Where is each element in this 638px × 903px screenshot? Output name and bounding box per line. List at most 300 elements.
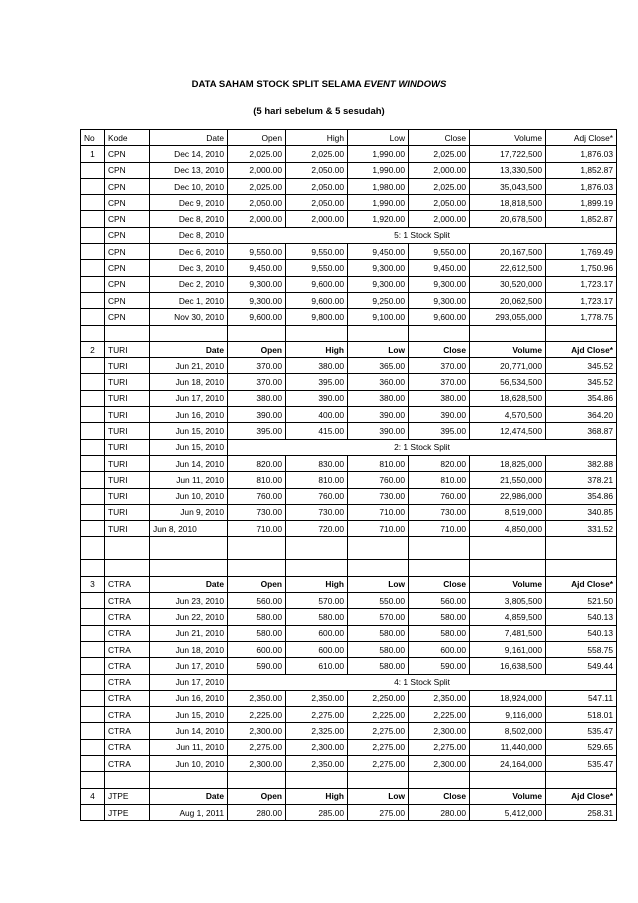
close-cell: 2,025.00 [409, 146, 470, 162]
date-cell: Jun 10, 2010 [150, 755, 228, 771]
split-row [81, 227, 617, 243]
empty-cell [228, 560, 286, 576]
adj-cell: 1,778.75 [546, 309, 617, 325]
stock-code: CTRA [105, 739, 150, 755]
no-cell [81, 488, 105, 504]
adj-cell: 354.86 [546, 390, 617, 406]
group-header-open: Open [228, 576, 286, 592]
stock-code: JTPE [105, 804, 150, 820]
adj-cell: 364.20 [546, 407, 617, 423]
low-cell: 730.00 [348, 488, 409, 504]
table-row [81, 625, 617, 641]
table-row [81, 804, 617, 820]
low-cell: 760.00 [348, 472, 409, 488]
high-cell: 720.00 [286, 521, 348, 537]
table-header-row [81, 130, 617, 146]
high-cell: 395.00 [286, 374, 348, 390]
open-cell: 590.00 [228, 658, 286, 674]
stock-code: CPN [105, 162, 150, 178]
date-cell: Nov 30, 2010 [150, 309, 228, 325]
adj-cell: 1,723.17 [546, 276, 617, 292]
empty-cell [150, 560, 228, 576]
stock-code: TURI [105, 423, 150, 439]
adj-cell: 1,852.87 [546, 162, 617, 178]
table-row [81, 739, 617, 755]
high-cell: 2,350.00 [286, 690, 348, 706]
open-cell: 280.00 [228, 804, 286, 820]
high-cell: 9,550.00 [286, 260, 348, 276]
stock-code: CTRA [105, 723, 150, 739]
no-cell [81, 504, 105, 520]
group-header-low: Low [348, 788, 409, 804]
header-no: No [81, 130, 105, 146]
adj-cell: 540.13 [546, 609, 617, 625]
group-header-close: Close [409, 576, 470, 592]
empty-cell [228, 325, 286, 341]
adj-cell: 558.75 [546, 641, 617, 657]
open-cell: 2,300.00 [228, 723, 286, 739]
open-cell: 820.00 [228, 455, 286, 471]
volume-cell: 4,850,000 [470, 521, 546, 537]
table-row [81, 521, 617, 537]
low-cell: 2,275.00 [348, 723, 409, 739]
date-cell: Jun 15, 2010 [150, 707, 228, 723]
empty-cell [470, 560, 546, 576]
spacer-row [81, 325, 617, 341]
low-cell: 390.00 [348, 423, 409, 439]
high-cell: 570.00 [286, 593, 348, 609]
header-volume: Volume [470, 130, 546, 146]
high-cell: 2,050.00 [286, 162, 348, 178]
group-header-adj-close: Ajd Close* [546, 576, 617, 592]
high-cell: 285.00 [286, 804, 348, 820]
no-cell [81, 472, 105, 488]
stock-code: TURI [105, 390, 150, 406]
stock-code: CPN [105, 146, 150, 162]
high-cell: 2,050.00 [286, 178, 348, 194]
open-cell: 2,000.00 [228, 162, 286, 178]
no-cell [81, 521, 105, 537]
date-cell: Aug 1, 2011 [150, 804, 228, 820]
group-header-high: High [286, 576, 348, 592]
adj-cell: 345.52 [546, 358, 617, 374]
stock-split-note: 2: 1 Stock Split [228, 439, 617, 455]
low-cell: 580.00 [348, 658, 409, 674]
volume-cell: 4,859,500 [470, 609, 546, 625]
empty-cell [81, 772, 105, 788]
stock-code: CPN [105, 260, 150, 276]
date-cell: Dec 6, 2010 [150, 244, 228, 260]
header-open: Open [228, 130, 286, 146]
low-cell: 9,250.00 [348, 292, 409, 308]
group-header-date: Date [150, 341, 228, 357]
open-cell: 600.00 [228, 641, 286, 657]
date-cell: Jun 9, 2010 [150, 504, 228, 520]
stock-code: CPN [105, 276, 150, 292]
close-cell: 2,025.00 [409, 178, 470, 194]
no-cell [81, 195, 105, 211]
low-cell: 390.00 [348, 407, 409, 423]
open-cell: 395.00 [228, 423, 286, 439]
low-cell: 9,450.00 [348, 244, 409, 260]
group-header-open: Open [228, 788, 286, 804]
table-row [81, 195, 617, 211]
stock-code: CTRA [105, 625, 150, 641]
adj-cell: 378.21 [546, 472, 617, 488]
date-cell: Dec 13, 2010 [150, 162, 228, 178]
low-cell: 580.00 [348, 641, 409, 657]
no-cell [81, 723, 105, 739]
low-cell: 1,990.00 [348, 195, 409, 211]
stock-code: CPN [105, 292, 150, 308]
group-header-volume: Volume [470, 576, 546, 592]
adj-cell: 354.86 [546, 488, 617, 504]
table-row [81, 276, 617, 292]
close-cell: 590.00 [409, 658, 470, 674]
volume-cell: 18,818,500 [470, 195, 546, 211]
open-cell: 9,300.00 [228, 276, 286, 292]
empty-cell [546, 772, 617, 788]
stock-code: TURI [105, 374, 150, 390]
volume-cell: 13,330,500 [470, 162, 546, 178]
low-cell: 9,300.00 [348, 276, 409, 292]
close-cell: 9,550.00 [409, 244, 470, 260]
close-cell: 810.00 [409, 472, 470, 488]
volume-cell: 16,638,500 [470, 658, 546, 674]
date-cell: Jun 16, 2010 [150, 407, 228, 423]
adj-cell: 521.50 [546, 593, 617, 609]
close-cell: 370.00 [409, 374, 470, 390]
group-header-open: Open [228, 341, 286, 357]
group-header-low: Low [348, 341, 409, 357]
split-row [81, 674, 617, 690]
document-title [0, 79, 638, 90]
volume-cell: 35,043,500 [470, 178, 546, 194]
header-adj-close: Adj Close* [546, 130, 617, 146]
split-row [81, 439, 617, 455]
low-cell: 275.00 [348, 804, 409, 820]
group-header-close: Close [409, 341, 470, 357]
high-cell: 380.00 [286, 358, 348, 374]
volume-cell: 17,722,500 [470, 146, 546, 162]
open-cell: 580.00 [228, 625, 286, 641]
table-row [81, 641, 617, 657]
table-row [81, 244, 617, 260]
no-cell [81, 260, 105, 276]
no-cell [81, 658, 105, 674]
volume-cell: 30,520,000 [470, 276, 546, 292]
date-cell: Dec 14, 2010 [150, 146, 228, 162]
group-header-date: Date [150, 576, 228, 592]
close-cell: 820.00 [409, 455, 470, 471]
open-cell: 2,000.00 [228, 211, 286, 227]
adj-cell: 540.13 [546, 625, 617, 641]
close-cell: 9,300.00 [409, 276, 470, 292]
table-row [81, 472, 617, 488]
table-row [81, 260, 617, 276]
close-cell: 9,300.00 [409, 292, 470, 308]
stock-code: TURI [105, 341, 150, 357]
stock-code: CPN [105, 244, 150, 260]
stock-code: CTRA [105, 755, 150, 771]
close-cell: 600.00 [409, 641, 470, 657]
open-cell: 2,025.00 [228, 178, 286, 194]
no-cell [81, 244, 105, 260]
close-cell: 9,450.00 [409, 260, 470, 276]
date-cell: Dec 8, 2010 [150, 227, 228, 243]
open-cell: 810.00 [228, 472, 286, 488]
adj-cell: 1,769.49 [546, 244, 617, 260]
empty-cell [348, 560, 409, 576]
adj-cell: 345.52 [546, 374, 617, 390]
empty-cell [348, 537, 409, 560]
empty-cell [409, 772, 470, 788]
group-header-adj-close: Ajd Close* [546, 341, 617, 357]
close-cell: 2,350.00 [409, 690, 470, 706]
volume-cell: 22,612,500 [470, 260, 546, 276]
volume-cell: 18,924,000 [470, 690, 546, 706]
date-cell: Jun 15, 2010 [150, 439, 228, 455]
no-cell [81, 276, 105, 292]
low-cell: 360.00 [348, 374, 409, 390]
high-cell: 730.00 [286, 504, 348, 520]
adj-cell: 518.01 [546, 707, 617, 723]
stock-code: CTRA [105, 707, 150, 723]
volume-cell: 18,628,500 [470, 390, 546, 406]
stock-code: CTRA [105, 674, 150, 690]
volume-cell: 293,055,000 [470, 309, 546, 325]
open-cell: 9,300.00 [228, 292, 286, 308]
table-row [81, 593, 617, 609]
empty-cell [470, 325, 546, 341]
close-cell: 580.00 [409, 609, 470, 625]
high-cell: 2,000.00 [286, 211, 348, 227]
empty-cell [105, 325, 150, 341]
empty-cell [150, 325, 228, 341]
adj-cell: 340.85 [546, 504, 617, 520]
header-kode: Kode [105, 130, 150, 146]
high-cell: 760.00 [286, 488, 348, 504]
empty-cell [286, 772, 348, 788]
low-cell: 550.00 [348, 593, 409, 609]
header-close: Close [409, 130, 470, 146]
table-row [81, 358, 617, 374]
no-cell [81, 162, 105, 178]
table-row [81, 423, 617, 439]
close-cell: 2,050.00 [409, 195, 470, 211]
group-header-row [81, 576, 617, 592]
close-cell: 760.00 [409, 488, 470, 504]
date-cell: Dec 1, 2010 [150, 292, 228, 308]
empty-cell [105, 772, 150, 788]
low-cell: 1,990.00 [348, 162, 409, 178]
close-cell: 280.00 [409, 804, 470, 820]
high-cell: 2,025.00 [286, 146, 348, 162]
open-cell: 760.00 [228, 488, 286, 504]
document-subtitle: (5 hari sebelum & 5 sesudah) [253, 106, 385, 117]
adj-cell: 1,876.03 [546, 178, 617, 194]
table-row [81, 755, 617, 771]
volume-cell: 11,440,000 [470, 739, 546, 755]
spacer-row [81, 537, 617, 560]
volume-cell: 4,570,500 [470, 407, 546, 423]
title-italic: EVENT WINDOWS [364, 79, 447, 90]
date-cell: Dec 8, 2010 [150, 211, 228, 227]
stock-code: TURI [105, 439, 150, 455]
empty-cell [348, 325, 409, 341]
date-cell: Dec 9, 2010 [150, 195, 228, 211]
high-cell: 9,600.00 [286, 292, 348, 308]
low-cell: 2,275.00 [348, 739, 409, 755]
close-cell: 395.00 [409, 423, 470, 439]
table-row [81, 407, 617, 423]
date-cell: Jun 14, 2010 [150, 455, 228, 471]
adj-cell: 1,750.96 [546, 260, 617, 276]
close-cell: 2,275.00 [409, 739, 470, 755]
table-row [81, 162, 617, 178]
volume-cell: 9,116,000 [470, 707, 546, 723]
stock-code: CPN [105, 309, 150, 325]
low-cell: 9,300.00 [348, 260, 409, 276]
no-cell [81, 593, 105, 609]
volume-cell: 8,519,000 [470, 504, 546, 520]
date-cell: Jun 21, 2010 [150, 625, 228, 641]
open-cell: 730.00 [228, 504, 286, 520]
stock-code: CPN [105, 211, 150, 227]
stock-code: CTRA [105, 641, 150, 657]
low-cell: 1,920.00 [348, 211, 409, 227]
empty-cell [105, 537, 150, 560]
high-cell: 390.00 [286, 390, 348, 406]
date-cell: Jun 18, 2010 [150, 641, 228, 657]
table-row [81, 178, 617, 194]
empty-cell [470, 772, 546, 788]
no-cell [81, 390, 105, 406]
date-cell: Jun 8, 2010 [150, 521, 228, 537]
low-cell: 2,275.00 [348, 755, 409, 771]
no-cell [81, 439, 105, 455]
no-cell [81, 455, 105, 471]
empty-cell [150, 537, 228, 560]
close-cell: 370.00 [409, 358, 470, 374]
high-cell: 610.00 [286, 658, 348, 674]
table-row [81, 309, 617, 325]
group-header-adj-close: Ajd Close* [546, 788, 617, 804]
close-cell: 2,225.00 [409, 707, 470, 723]
table-row [81, 658, 617, 674]
table-row [81, 504, 617, 520]
stock-code: TURI [105, 358, 150, 374]
volume-cell: 21,550,000 [470, 472, 546, 488]
no-cell [81, 178, 105, 194]
low-cell: 580.00 [348, 625, 409, 641]
empty-cell [546, 537, 617, 560]
no-cell [81, 374, 105, 390]
date-cell: Jun 11, 2010 [150, 739, 228, 755]
high-cell: 600.00 [286, 625, 348, 641]
high-cell: 400.00 [286, 407, 348, 423]
stock-code: CPN [105, 178, 150, 194]
empty-cell [105, 560, 150, 576]
date-cell: Jun 17, 2010 [150, 674, 228, 690]
close-cell: 390.00 [409, 407, 470, 423]
adj-cell: 1,723.17 [546, 292, 617, 308]
stock-split-note: 5: 1 Stock Split [228, 227, 617, 243]
open-cell: 9,550.00 [228, 244, 286, 260]
table-row [81, 723, 617, 739]
table-row [81, 390, 617, 406]
empty-cell [150, 772, 228, 788]
high-cell: 810.00 [286, 472, 348, 488]
table-row [81, 707, 617, 723]
table-row [81, 146, 617, 162]
table-row [81, 690, 617, 706]
date-cell: Dec 3, 2010 [150, 260, 228, 276]
low-cell: 570.00 [348, 609, 409, 625]
close-cell: 2,000.00 [409, 211, 470, 227]
volume-cell: 20,771,000 [470, 358, 546, 374]
empty-cell [81, 560, 105, 576]
high-cell: 580.00 [286, 609, 348, 625]
adj-cell: 535.47 [546, 755, 617, 771]
group-number: 2 [81, 341, 105, 357]
open-cell: 2,350.00 [228, 690, 286, 706]
volume-cell: 22,986,000 [470, 488, 546, 504]
adj-cell: 535.47 [546, 723, 617, 739]
open-cell: 2,050.00 [228, 195, 286, 211]
volume-cell: 7,481,500 [470, 625, 546, 641]
no-cell [81, 227, 105, 243]
group-header-row [81, 788, 617, 804]
stock-code: CTRA [105, 609, 150, 625]
no-cell [81, 423, 105, 439]
open-cell: 380.00 [228, 390, 286, 406]
low-cell: 710.00 [348, 504, 409, 520]
adj-cell: 258.31 [546, 804, 617, 820]
low-cell: 810.00 [348, 455, 409, 471]
close-cell: 730.00 [409, 504, 470, 520]
open-cell: 2,025.00 [228, 146, 286, 162]
adj-cell: 1,852.87 [546, 211, 617, 227]
group-header-low: Low [348, 576, 409, 592]
close-cell: 560.00 [409, 593, 470, 609]
open-cell: 370.00 [228, 374, 286, 390]
volume-cell: 56,534,500 [470, 374, 546, 390]
empty-cell [228, 772, 286, 788]
empty-cell [546, 560, 617, 576]
close-cell: 2,300.00 [409, 755, 470, 771]
group-header-high: High [286, 788, 348, 804]
group-header-volume: Volume [470, 341, 546, 357]
adj-cell: 368.87 [546, 423, 617, 439]
volume-cell: 5,412,000 [470, 804, 546, 820]
date-cell: Jun 21, 2010 [150, 358, 228, 374]
volume-cell: 3,805,500 [470, 593, 546, 609]
date-cell: Dec 10, 2010 [150, 178, 228, 194]
no-cell [81, 707, 105, 723]
no-cell [81, 674, 105, 690]
header-date: Date [150, 130, 228, 146]
no-cell [81, 625, 105, 641]
no-cell [81, 407, 105, 423]
stock-code: CTRA [105, 658, 150, 674]
date-cell: Jun 15, 2010 [150, 423, 228, 439]
close-cell: 2,000.00 [409, 162, 470, 178]
no-cell [81, 690, 105, 706]
low-cell: 9,100.00 [348, 309, 409, 325]
empty-cell [348, 772, 409, 788]
high-cell: 600.00 [286, 641, 348, 657]
